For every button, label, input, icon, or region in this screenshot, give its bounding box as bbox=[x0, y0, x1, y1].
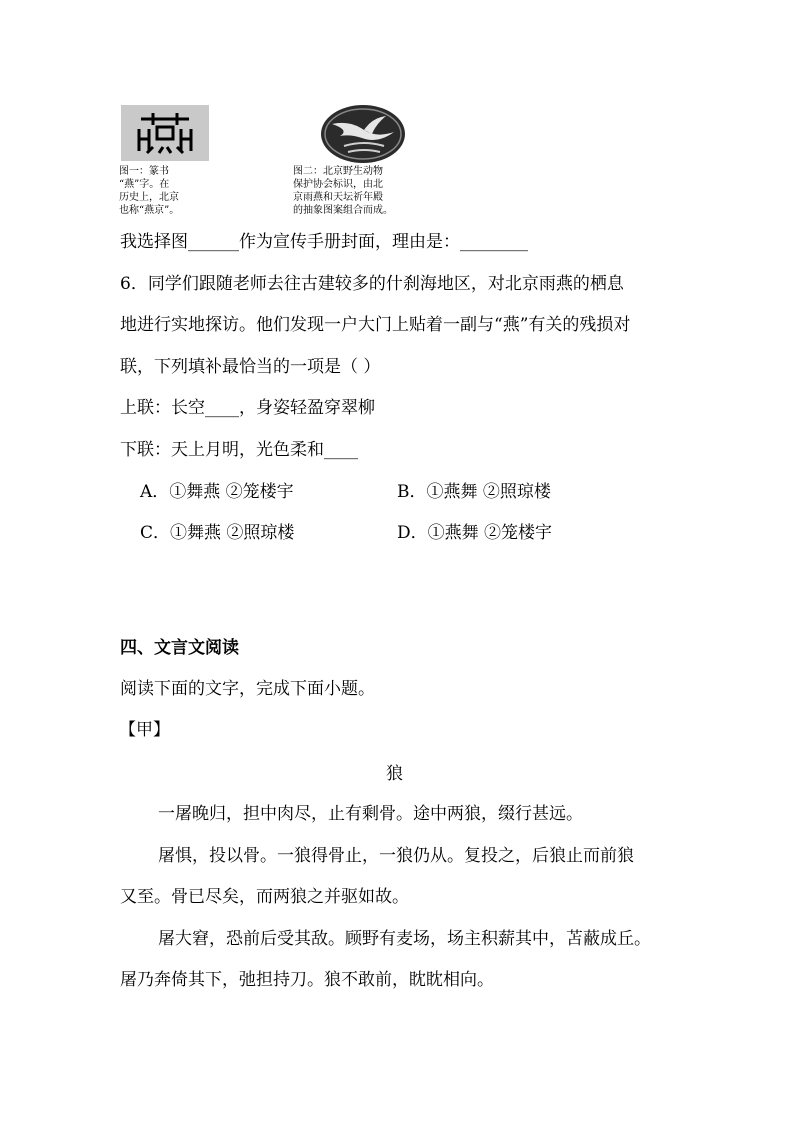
question-6-line: 联，下列填补最恰当的一项是（ ） bbox=[120, 357, 381, 377]
caption-line: 图一：篆书 bbox=[119, 166, 169, 177]
seal-script-yan-icon bbox=[121, 105, 209, 161]
caption-line: “燕”字。在 bbox=[119, 179, 170, 190]
question-5-prompt: 我选择图______作为宣传手册封面，理由是：________ bbox=[120, 232, 528, 252]
figure-1-image bbox=[121, 105, 209, 161]
passage-paragraph: 屠惧，投以骨。一狼得骨止，一狼仍从。复投之，后狼止而前狼 bbox=[158, 846, 634, 866]
section-heading: 四、文言文阅读 bbox=[120, 638, 239, 658]
passage-paragraph: 一屠晚归，担中肉尽，止有剩骨。途中两狼，缀行甚远。 bbox=[158, 804, 583, 824]
passage-title: 狼 bbox=[386, 764, 403, 784]
passage-paragraph: 屠乃奔倚其下，弛担持刀。狼不敢前，眈眈相向。 bbox=[120, 970, 494, 990]
option-a[interactable]: A．①舞燕 ②笼楼宇 bbox=[140, 482, 294, 502]
lower-couplet: 下联：天上月明，光色柔和____ bbox=[120, 440, 358, 460]
option-b[interactable]: B．①燕舞 ②照琼楼 bbox=[397, 482, 551, 502]
caption-line: 历史上，北京 bbox=[119, 192, 179, 203]
section-intro: 阅读下面的文字，完成下面小题。 bbox=[120, 679, 375, 699]
passage-paragraph: 屠大窘，恐前后受其敌。顾野有麦场，场主积薪其中，苫蔽成丘。 bbox=[158, 929, 651, 949]
caption-line: 保护协会标识，由北 bbox=[293, 179, 383, 190]
option-c[interactable]: C．①舞燕 ②照琼楼 bbox=[140, 523, 295, 543]
question-6-line: 6．同学们跟随老师去往古建较多的什刹海地区，对北京雨燕的栖息 bbox=[120, 274, 624, 294]
upper-couplet: 上联：长空____，身姿轻盈穿翠柳 bbox=[120, 398, 375, 418]
figure-1-caption bbox=[119, 165, 219, 217]
figure-2-caption bbox=[293, 165, 453, 217]
caption-line: 图二：北京野生动物 bbox=[293, 166, 383, 177]
passage-paragraph: 又至。骨已尽矣，而两狼之并驱如故。 bbox=[120, 887, 409, 907]
caption-line: 的抽象图案组合而成。 bbox=[293, 205, 393, 216]
passage-label: 【甲】 bbox=[119, 720, 170, 740]
swift-emblem-icon bbox=[320, 104, 406, 164]
caption-line: 京雨燕和天坛祈年殿 bbox=[293, 192, 383, 203]
caption-line: 也称“燕京”。 bbox=[119, 205, 180, 216]
option-d[interactable]: D．①燕舞 ②笼楼宇 bbox=[397, 523, 553, 543]
figure-2-image bbox=[320, 104, 406, 164]
question-6-line: 地进行实地探访。他们发现一户大门上贴着一副与“燕”有关的残损对 bbox=[120, 315, 631, 335]
